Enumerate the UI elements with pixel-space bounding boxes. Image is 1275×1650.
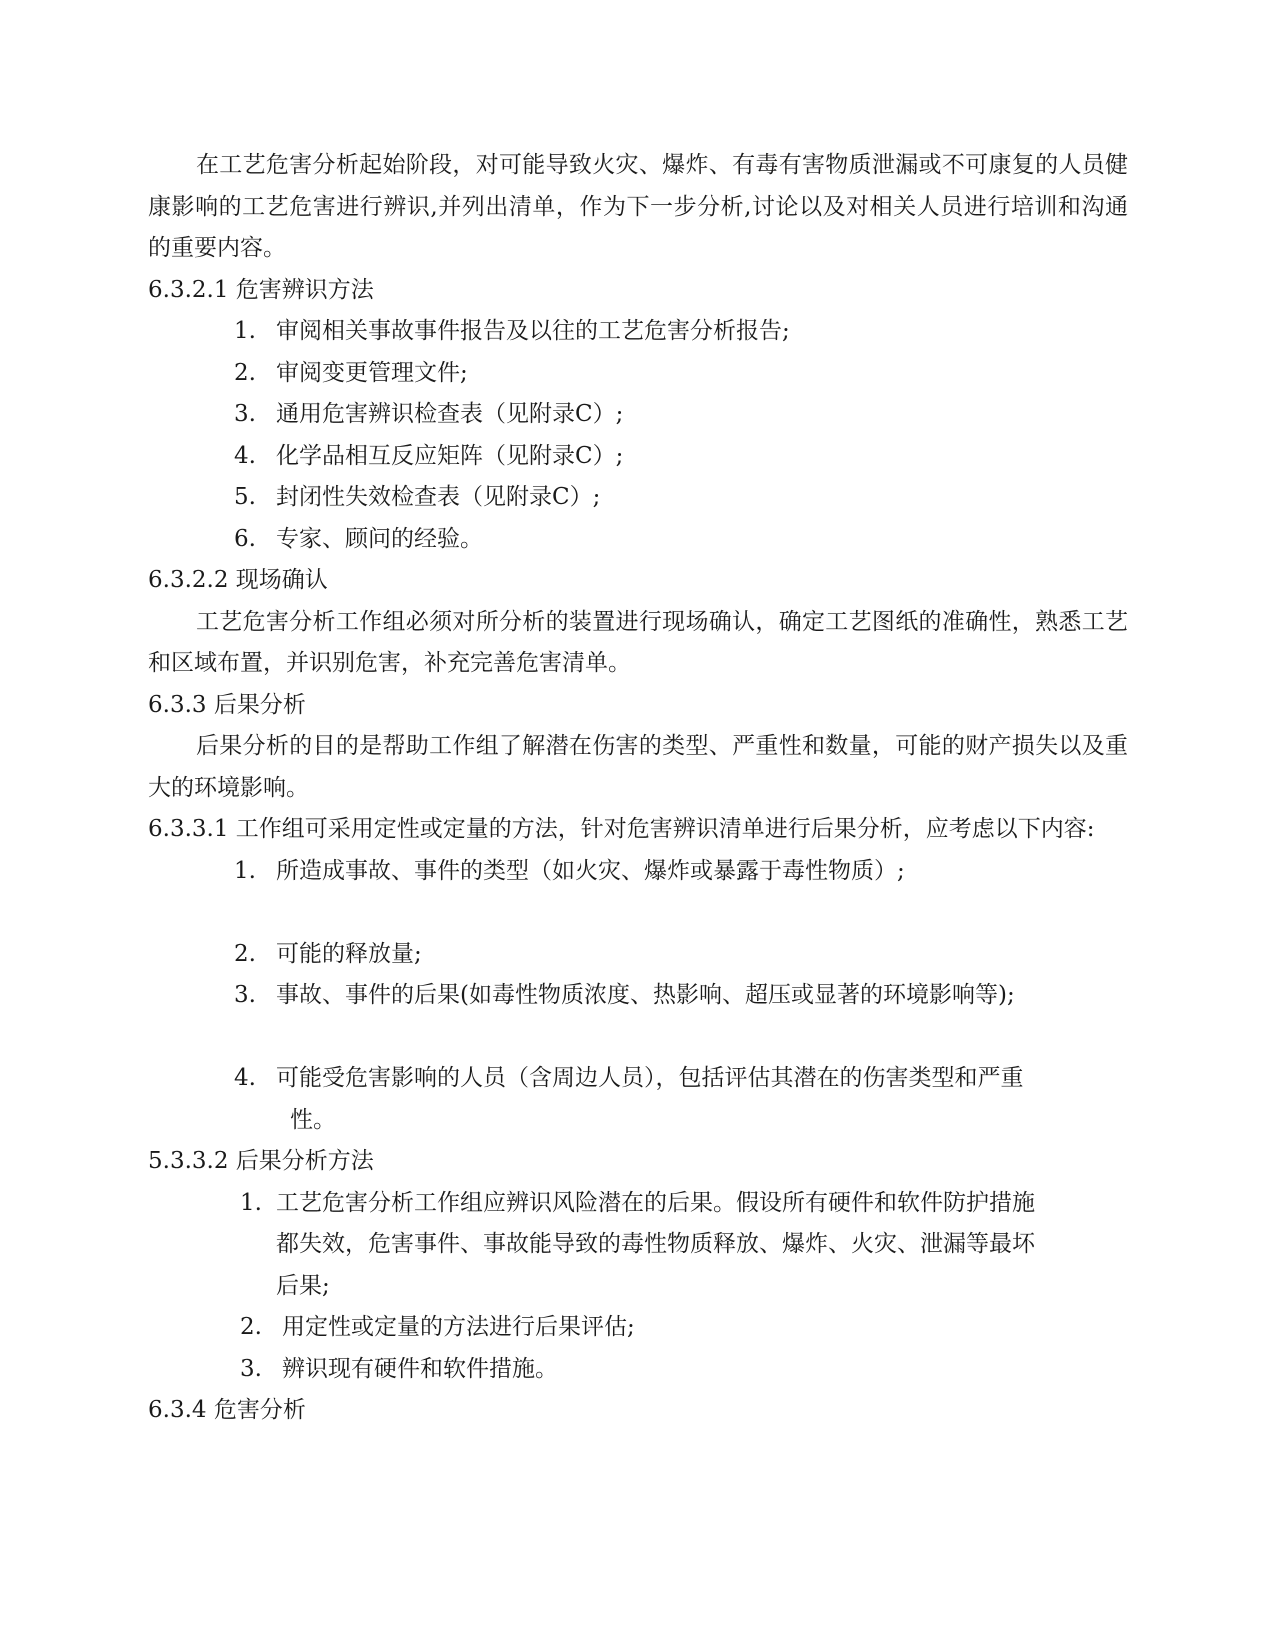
list-item: 2. 可能的释放量;	[234, 940, 422, 967]
list-spacer	[148, 892, 1128, 934]
intro-paragraph: 在工艺危害分析起始阶段，对可能导致火灾、爆炸、有毒有害物质泄漏或不可康复的人员健康影响的工艺危害进行辨识,并列出清单，作为下一步分析,讨论以及对相关人员进行培训和沟通的重要内容。	[148, 152, 1128, 261]
heading-6-3-3: 6.3.3 后果分析	[148, 691, 306, 718]
document-page	[148, 145, 1128, 1432]
list-item: 1. 工艺危害分析工作组应辨识风险潜在的后果。假设所有硬件和软件防护措施 都失效，危害事件、事故能导致的毒性物质释放、爆炸、火灾、泄漏等最坏 后果;	[240, 1189, 1035, 1299]
list-item: 3. 通用危害辨识检查表（见附录C）;	[234, 401, 624, 427]
list-item: 2. 用定性或定量的方法进行后果评估;	[240, 1314, 635, 1340]
heading-6-3-2-2: 6.3.2.2 现场确认	[148, 567, 328, 593]
heading-6-3-2-1: 6.3.2.1 危害辨识方法	[148, 276, 374, 303]
list-item: 4. 可能受危害影响的人员（含周边人员），包括评估其潜在的伤害类型和严重 性。	[234, 1065, 1024, 1133]
list-item: 6. 专家、顾问的经验。	[234, 525, 483, 552]
consequence-considerations-list	[148, 851, 1128, 1142]
list-item: 4. 化学品相互反应矩阵（见附录C）;	[234, 442, 624, 469]
consequence-analysis-paragraph: 后果分析的目的是帮助工作组了解潜在伤害的类型、严重性和数量，可能的财产损失以及重大的环境影响。	[148, 733, 1128, 801]
heading-5-3-3-2: 5.3.3.2 后果分析方法	[148, 1148, 374, 1174]
list-item: 3. 事故、事件的后果(如毒性物质浓度、热影响、超压或显著的环境影响等);	[234, 982, 1015, 1008]
site-confirmation-paragraph: 工艺危害分析工作组必须对所分析的装置进行现场确认，确定工艺图纸的准确性，熟悉工艺和区域布置，并识别危害，补充完善危害清单。	[148, 608, 1128, 676]
heading-6-3-3-1: 6.3.3.1 工作组可采用定性或定量的方法，针对危害辨识清单进行后果分析，应考虑以下内容:	[148, 816, 1095, 842]
heading-6-3-4: 6.3.4 危害分析	[148, 1397, 306, 1423]
list-item: 3. 辨识现有硬件和软件措施。	[240, 1355, 558, 1382]
consequence-method-list	[148, 1183, 1128, 1391]
list-item: 1. 所造成事故、事件的类型（如火灾、爆炸或暴露于毒性物质）;	[234, 857, 905, 884]
list-item: 1. 审阅相关事故事件报告及以往的工艺危害分析报告;	[234, 318, 790, 344]
list-item: 2. 审阅变更管理文件;	[234, 359, 468, 386]
list-item: 5. 封闭性失效检查表（见附录C）;	[234, 484, 601, 510]
hazard-identification-method-list	[148, 311, 1128, 560]
list-spacer	[148, 1017, 1128, 1059]
